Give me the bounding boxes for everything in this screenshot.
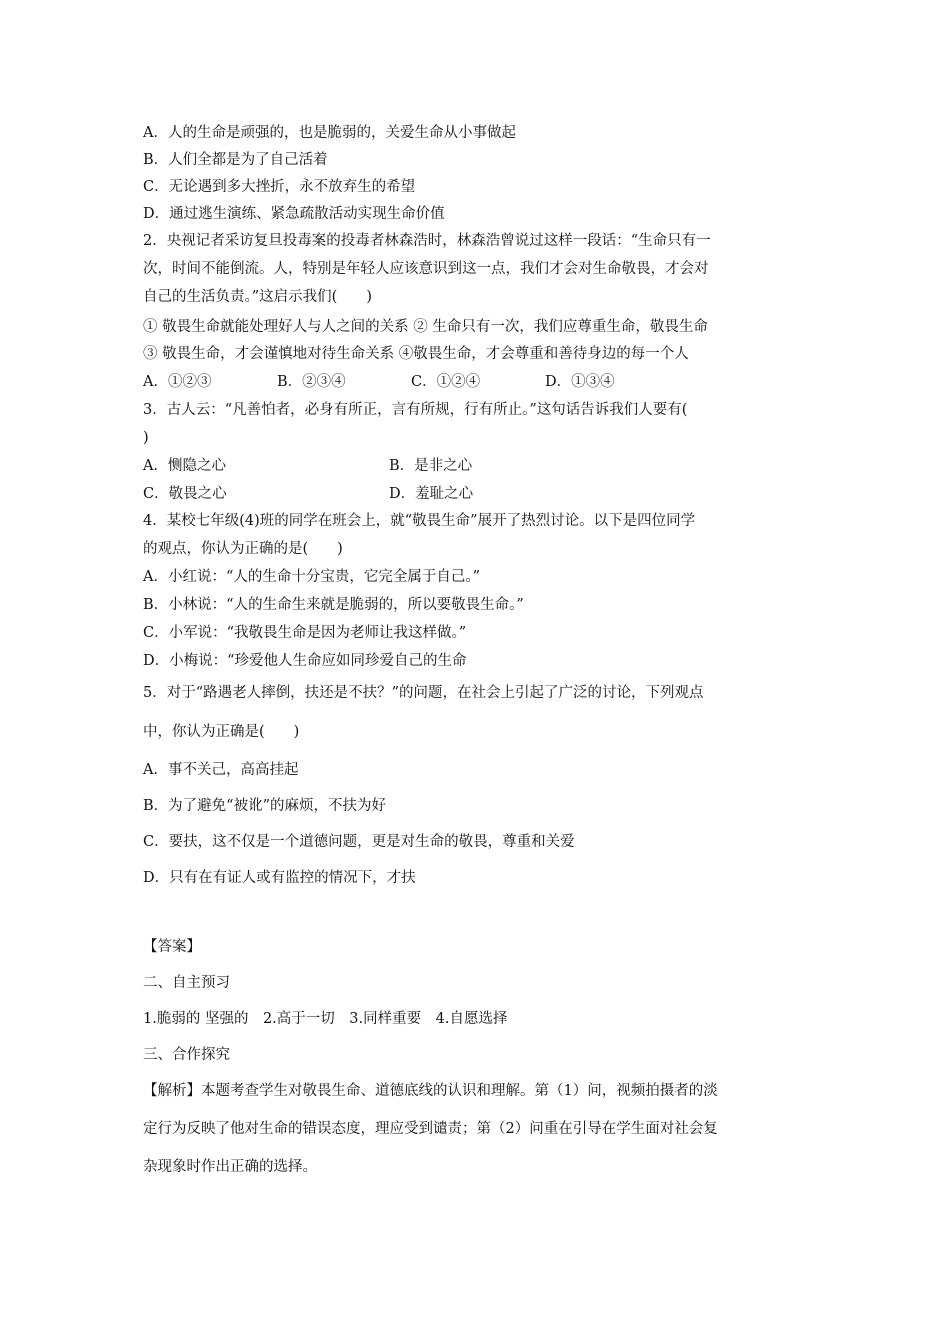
q5-option-c: C．要扶，这不仅是一个道德问题，更是对生命的敬畏，尊重和关爱 [143, 834, 575, 850]
q4-text-line: 4．某校七年级(4)班的同学在班会上，就“敬畏生命”展开了热烈讨论。以下是四位同学 [143, 513, 696, 529]
q4-option-d: D．小梅说：“珍爱他人生命应如同珍爱自己的生命 [143, 653, 467, 669]
q2-options-row [143, 372, 615, 392]
q4-option-c: C．小军说：“我敬畏生命是因为老师让我这样做。” [143, 625, 467, 641]
q2-option-b: B．②③④ [277, 374, 346, 390]
q3-options-row [143, 484, 473, 504]
q1-option-d: D．通过逃生演练、紧急疏散活动实现生命价值 [143, 206, 445, 222]
q2-option-a: A．①②③ [143, 374, 212, 390]
q2-option-c: C．①②④ [411, 374, 481, 390]
q5-option-d: D．只有在有证人或有监控的情况下，才扶 [143, 870, 416, 886]
q1-option-b: B．人们全都是为了自己活着 [143, 152, 328, 168]
q3-text-line: 3．古人云：“凡善怕者，必身有所正，言有所规，行有所止。”这句话告诉我们人要有( [143, 402, 688, 418]
answer-line: 1.脆弱的 坚强的 2.高于一切 3.同样重要 4.自愿选择 [143, 1011, 508, 1027]
q1-option-a: A．人的生命是顽强的，也是脆弱的，关爱生命从小事做起 [143, 125, 516, 141]
analysis-line: 杂现象时作出正确的选择。 [143, 1159, 317, 1175]
analysis-line: 【解析】本题考查学生对敬畏生命、道德底线的认识和理解。第（1）问，视频拍摄者的淡 [143, 1083, 718, 1099]
q5-option-b: B．为了避免“被讹”的麻烦，不扶为好 [143, 798, 386, 814]
q4-option-a: A．小红说：“人的生命十分宝贵，它完全属于自己。” [143, 569, 481, 585]
section-heading: 二、自主预习 [143, 975, 230, 991]
q3-options-row [143, 456, 472, 476]
answer-heading: 【答案】 [143, 939, 201, 955]
q4-text-line: 的观点，你认为正确的是( ) [143, 541, 343, 557]
section-heading: 三、合作探究 [143, 1047, 230, 1063]
q2-text-line: 2．央视记者采访复旦投毒案的投毒者林森浩时，林森浩曾说过这样一段话：“生命只有一 [143, 233, 711, 249]
q2-statement-line: ① 敬畏生命就能处理好人与人之间的关系 ② 生命只有一次，我们应尊重生命，敬畏生命 [143, 319, 708, 335]
q1-option-c: C．无论遇到多大挫折，永不放弃生的希望 [143, 179, 416, 195]
q5-text-line: 5．对于“路遇老人摔倒，扶还是不扶？”的问题，在社会上引起了广泛的讨论，下列观点 [143, 685, 704, 701]
q3-option-d: D．羞耻之心 [389, 486, 474, 502]
q3-text-line: ) [143, 430, 149, 446]
q5-option-a: A．事不关己，高高挂起 [143, 762, 299, 778]
q4-option-b: B．小林说：“人的生命生来就是脆弱的，所以要敬畏生命。” [143, 597, 524, 613]
analysis-line: 定行为反映了他对生命的错误态度，理应受到谴责；第（2）问重在引导在学生面对社会复 [143, 1121, 718, 1137]
q3-option-a: A．恻隐之心 [143, 458, 226, 474]
q2-statement-line: ③ 敬畏生命，才会谨慎地对待生命关系 ④敬畏生命，才会尊重和善待身边的每一个人 [143, 346, 689, 362]
q3-option-b: B．是非之心 [389, 458, 473, 474]
q3-option-c: C．敬畏之心 [143, 486, 227, 502]
q2-text-line: 自己的生活负责。”这启示我们( ) [143, 289, 372, 305]
q2-text-line: 次，时间不能倒流。人，特别是年轻人应该意识到这一点，我们才会对生命敬畏，才会对 [143, 261, 709, 277]
q2-option-d: D．①③④ [545, 374, 615, 390]
q5-text-line: 中，你认为正确是( ) [143, 724, 300, 740]
